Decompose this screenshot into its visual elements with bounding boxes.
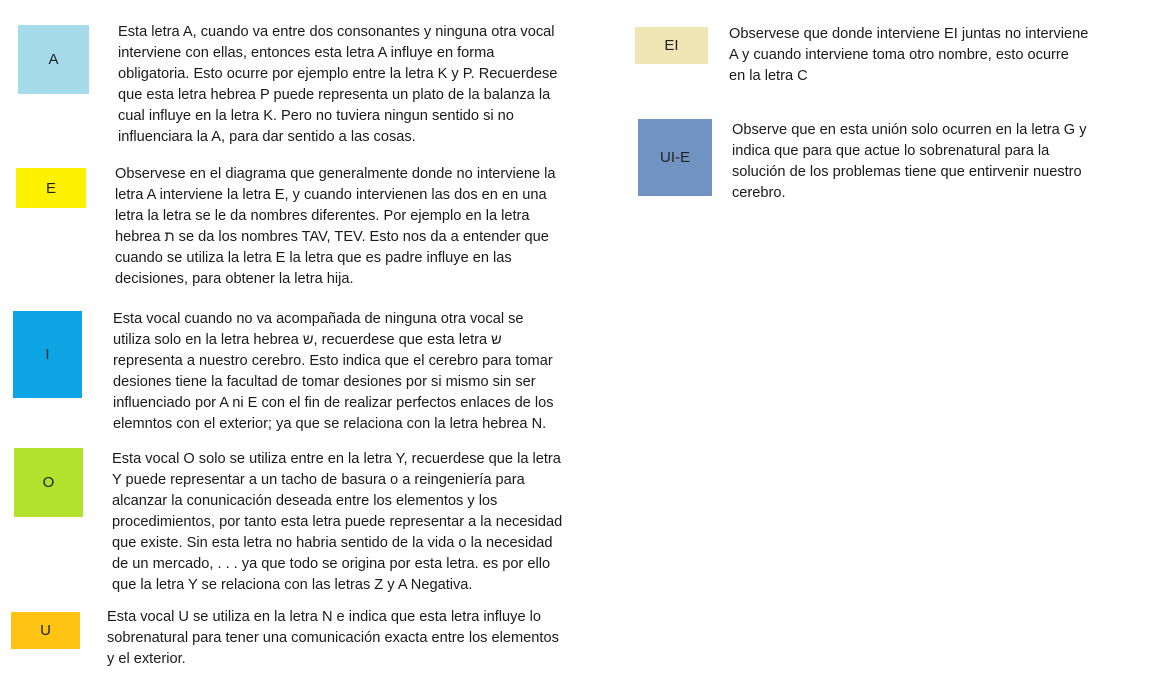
description-line: cuando se utiliza la letra E la letra que es padre influye en las: [115, 250, 512, 266]
vowel-label: U: [40, 622, 51, 639]
description-line: alcanzar la conunicación deseada entre los elementos y los: [112, 493, 498, 509]
vowel-description: [113, 309, 554, 435]
vowel-label: EI: [664, 37, 679, 54]
vowel-label: I: [45, 346, 50, 363]
vowel-description: [107, 607, 559, 670]
vowel-description: [118, 22, 557, 148]
description-line: Observese en el diagrama que generalmente donde no interviene la: [115, 166, 556, 182]
description-line: obligatoria. Esto ocurre por ejemplo entre la letra K y P. Recuerdese: [118, 66, 558, 82]
description-line: desiones tiene la facultad de tomar desiones por si mismo sin ser: [113, 374, 536, 390]
description-line: decisiones, para obtener la letra hija.: [115, 271, 354, 287]
vowel-box-ui-e: [638, 119, 712, 196]
description-line: cerebro.: [732, 185, 786, 201]
description-line: Y puede representar a un tacho de basura o a reingeniería para: [112, 472, 525, 488]
description-line: procedimientos, por tanto esta letra puede representar a la necesidad: [112, 514, 563, 530]
description-line: elemntos con el exterior; ya que se relaciona con la letra hebrea N.: [113, 416, 547, 432]
description-line: letra la letra se le da nombres diferentes. Por ejemplo en la letra: [115, 208, 530, 224]
description-line: influenciara la A, para dar sentido a las cosas.: [118, 129, 416, 145]
description-line: solución de los problemas tiene que entirvenir nuestro: [732, 164, 1082, 180]
description-line: Observe que en esta unión solo ocurren en la letra G y: [732, 122, 1087, 138]
description-line: representa a nuestro cerebro. Esto indica que el cerebro para tomar: [113, 353, 553, 369]
vowel-box-i: [13, 311, 82, 398]
description-line: indica que para que actue lo sobrenatural para la: [732, 143, 1050, 159]
vowel-box-a: [18, 25, 89, 94]
vowel-description: [732, 120, 1087, 204]
vowel-label: UI-E: [660, 149, 690, 166]
vowel-box-o: [14, 448, 83, 517]
description-line: Esta vocal O solo se utiliza entre en la letra Y, recuerdese que la letra: [112, 451, 561, 467]
vowel-box-u: [11, 612, 80, 649]
description-line: interviene con ellas, entonces esta letra A influye en forma: [118, 45, 495, 61]
vowel-description: [729, 24, 1088, 87]
vowel-box-e: [16, 168, 86, 208]
description-line: Esta vocal U se utiliza en la letra N e indica que esta letra influye lo: [107, 609, 541, 625]
description-line: Observese que donde interviene EI juntas no interviene: [729, 26, 1089, 42]
description-line: que la letra Y se relaciona con las letras Z y A Negativa.: [112, 577, 473, 593]
description-line: Esta letra A, cuando va entre dos consonantes y ninguna otra vocal: [118, 24, 555, 40]
description-line: que existe. Sin esta letra no habria sentido de la vida o la necesidad: [112, 535, 553, 551]
description-line: que esta letra hebrea P puede representa un plato de la balanza la: [118, 87, 551, 103]
description-line: utiliza solo en la letra hebrea ש, recuerdese que esta letra ש: [113, 332, 502, 348]
description-line: letra A interviene la letra E, y cuando intervienen las dos en en una: [115, 187, 547, 203]
description-line: y el exterior.: [107, 651, 186, 667]
vowel-label: A: [48, 51, 59, 68]
description-line: A y cuando interviene toma otro nombre, esto ocurre: [729, 47, 1069, 63]
description-line: sobrenatural para tener una comunicación exacta entre los elementos: [107, 630, 559, 646]
description-line: Esta vocal cuando no va acompañada de ninguna otra vocal se: [113, 311, 524, 327]
description-line: cual influye en la letra K. Pero no tuviera ningun sentido si no: [118, 108, 514, 124]
description-line: influenciado por A ni E con el fin de realizar perfectos enlaces de los: [113, 395, 554, 411]
description-line: en la letra C: [729, 68, 808, 84]
vowel-description: [115, 164, 556, 290]
vowel-box-ei: [635, 27, 708, 64]
vowel-description: [112, 449, 562, 596]
description-line: hebrea ת se da los nombres TAV, TEV. Esto nos da a entender que: [115, 229, 549, 245]
description-line: de un mercado, . . . ya que todo se origina por esta letra. es por ello: [112, 556, 551, 572]
vowel-label: E: [45, 179, 56, 197]
vowel-label: O: [42, 474, 55, 491]
